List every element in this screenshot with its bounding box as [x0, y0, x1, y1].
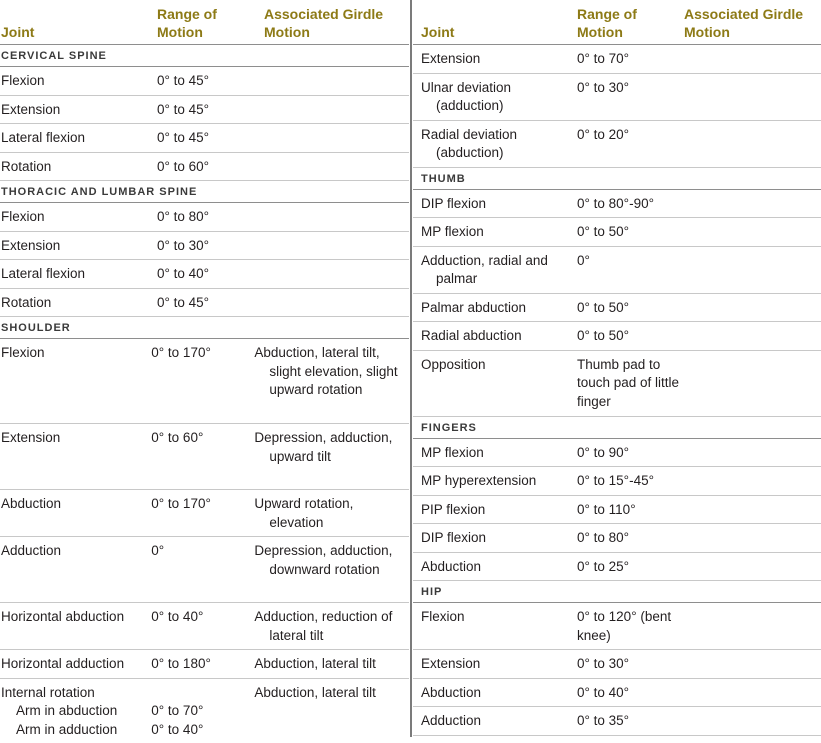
table-row: Extension 0° to 60° Depression, adduction, upward tilt — [0, 424, 409, 490]
table-row: PIP flexion 0° to 110° — [413, 496, 821, 525]
table-row: Extension 0° to 30° — [413, 650, 821, 679]
column-divider — [410, 0, 412, 737]
header-joint: Joint — [421, 24, 455, 40]
left-table — [0, 0, 409, 743]
table-row: Adduction, radial and palmar 0° — [413, 247, 821, 294]
table-header — [413, 0, 821, 45]
table-row: Extension 0° to 70° — [413, 45, 821, 74]
section-header: THORACIC AND LUMBAR SPINE — [0, 181, 409, 203]
header-range: Range of Motion — [577, 6, 637, 40]
table-row: Abduction 0° to 40° — [413, 679, 821, 708]
header-girdle: Associated Girdle Motion — [684, 6, 804, 40]
table-row: Flexion 0° to 120° (bent knee) — [413, 603, 821, 650]
table-row: Rotation 0° to 60° — [0, 153, 409, 182]
table-row: Internal rotation Arm in abduction Arm in adduction 0° to 70° 0° to 40° Abduction, lateral tilt — [1, 684, 376, 737]
table-row: Extension 0° to 30° — [0, 232, 409, 261]
table-row: Abduction 0° to 170° Upward rotation, elevation — [0, 490, 409, 537]
table-row: Opposition Thumb pad to touch pad of little finger — [413, 351, 821, 417]
table-row: Flexion 0° to 170° Abduction, lateral tilt, slight elevation, slight upward rotation — [0, 339, 409, 424]
table-row: DIP flexion 0° to 80°-90° — [413, 190, 821, 219]
table-row: Extension 0° to 45° — [0, 96, 409, 125]
section-header: FINGERS — [413, 417, 821, 439]
table-row: Radial abduction 0° to 50° — [413, 322, 821, 351]
header-range: Range of Motion — [157, 6, 217, 40]
section-header: HIP — [413, 581, 821, 603]
header-girdle: Associated Girdle Motion — [264, 6, 384, 40]
table-row: Horizontal abduction 0° to 40° Adduction, reduction of lateral tilt — [0, 603, 409, 650]
table-row: Rotation 0° to 45° — [0, 289, 409, 318]
table-row: Abduction 0° to 25° — [413, 553, 821, 582]
header-joint: Joint — [1, 24, 35, 40]
table-row: Lateral flexion 0° to 40° — [0, 260, 409, 289]
table-row: MP hyperextension 0° to 15°-45° — [413, 467, 821, 496]
table-row: Adduction 0° Depression, adduction, downward rotation — [0, 537, 409, 603]
table-row: DIP flexion 0° to 80° — [413, 524, 821, 553]
section-header: SHOULDER — [0, 317, 409, 339]
table-row: Adduction 0° to 35° — [413, 707, 821, 736]
table-row: Lateral flexion 0° to 45° — [0, 124, 409, 153]
table-row: MP flexion 0° to 90° — [413, 439, 821, 468]
table-row: Palmar abduction 0° to 50° — [413, 294, 821, 323]
table-row: Flexion 0° to 45° — [0, 67, 409, 96]
section-header: THUMB — [413, 168, 821, 190]
table-row: Flexion 0° to 80° — [0, 203, 409, 232]
table-row: Ulnar deviation (adduction) 0° to 30° — [413, 74, 821, 121]
table-row: Radial deviation (abduction) 0° to 20° — [413, 121, 821, 168]
table-header — [0, 0, 409, 45]
table-row: MP flexion 0° to 50° — [413, 218, 821, 247]
table-row: Horizontal adduction 0° to 180° Abduction, lateral tilt — [0, 650, 409, 679]
right-table — [413, 0, 821, 736]
section-header: CERVICAL SPINE — [0, 45, 409, 67]
